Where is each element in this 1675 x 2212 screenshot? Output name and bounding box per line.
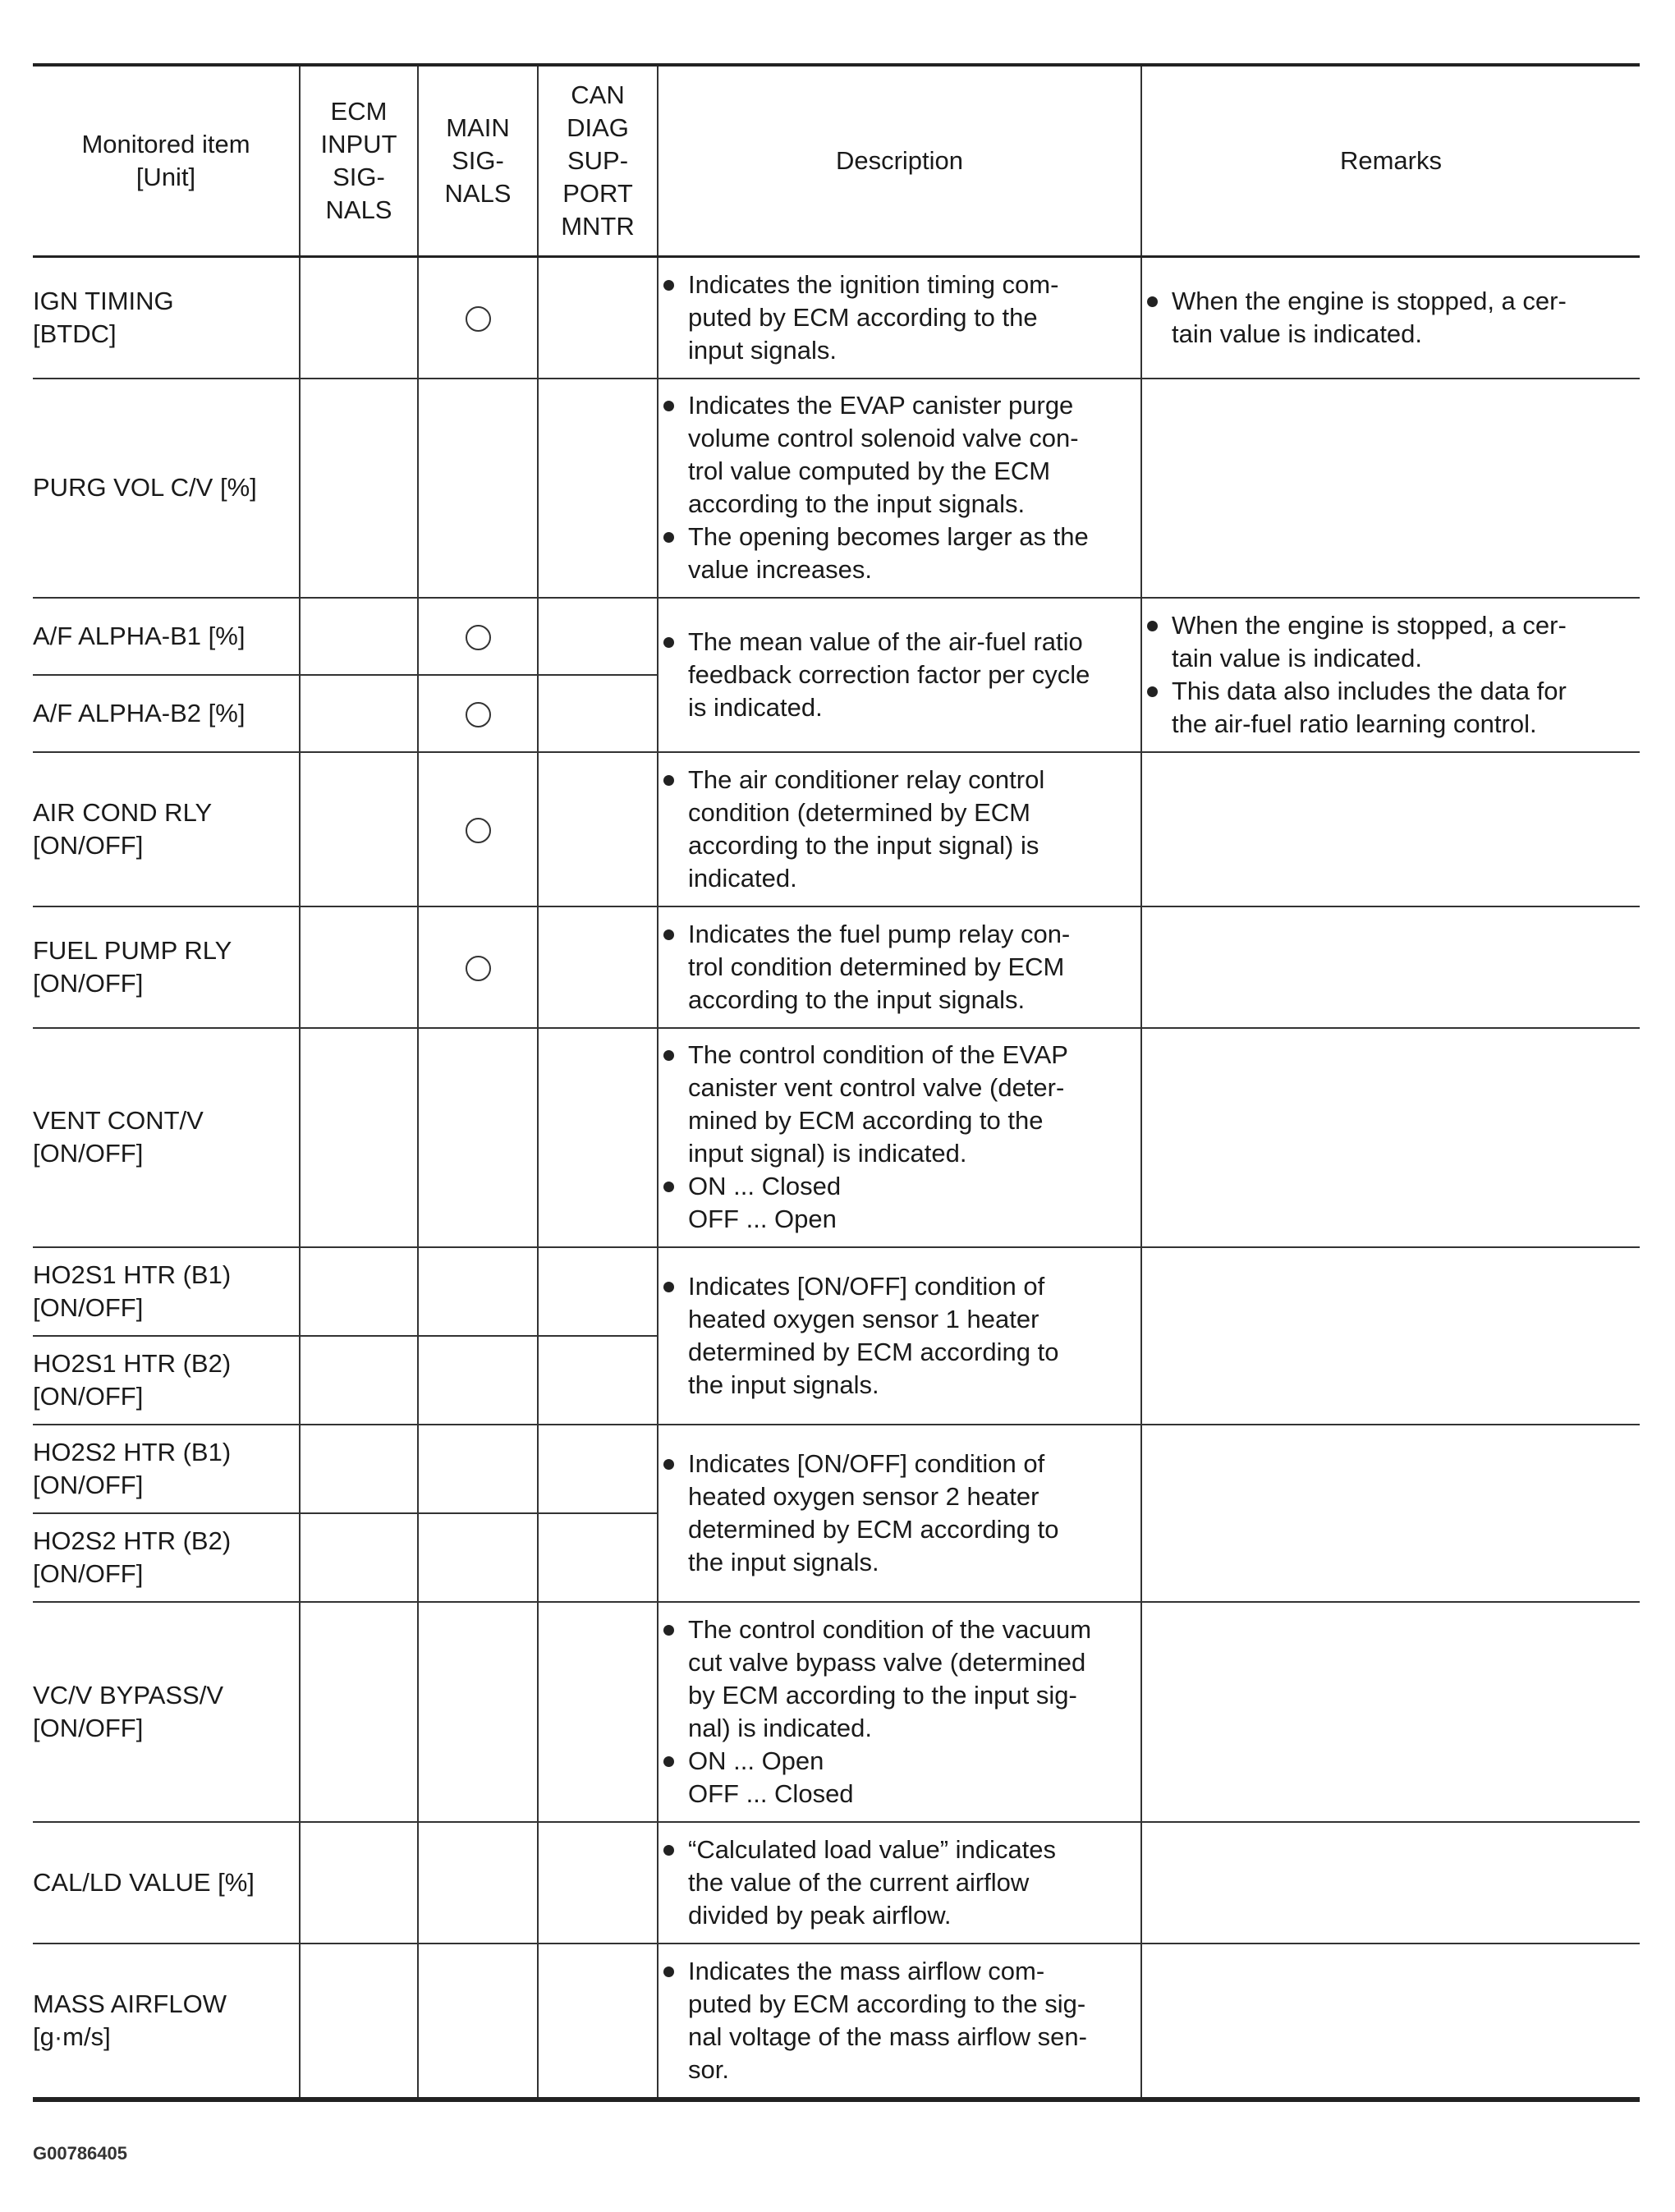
item-ho2s2-htr-b1: HO2S2 HTR (B1) [ON/OFF] [33, 1425, 300, 1513]
can-diag-cell [538, 257, 658, 379]
table-row [33, 1247, 1640, 1336]
remarks-cell [1141, 1425, 1640, 1602]
list-item: When the engine is stopped, a cer- tain value is indicated. [1142, 609, 1640, 675]
description-cell [658, 598, 1141, 752]
table-header-row [33, 65, 1640, 257]
description-cell [658, 1602, 1141, 1822]
main-signal-cell [418, 906, 538, 1028]
header-description: Description [658, 65, 1141, 257]
item-fuel-pump-rly: FUEL PUMP RLY [ON/OFF] [33, 906, 300, 1028]
list-item: Indicates the EVAP canister purge volume control solenoid valve con- trol value computed by the ECM according to the input signals. [659, 389, 1140, 521]
main-signal-cell [418, 1028, 538, 1247]
list-item: When the engine is stopped, a cer- tain value is indicated. [1142, 285, 1640, 351]
figure-id: G00786405 [33, 2143, 127, 2164]
ecm-input-cell [300, 1336, 418, 1425]
main-signal-cell [418, 1336, 538, 1425]
description-cell [658, 1944, 1141, 2100]
circle-mark-icon [466, 818, 491, 843]
table-row [33, 257, 1640, 379]
ecm-input-cell [300, 1247, 418, 1336]
can-diag-cell [538, 1028, 658, 1247]
main-signal-cell [418, 257, 538, 379]
table-row [33, 1822, 1640, 1944]
ecm-input-cell [300, 1425, 418, 1513]
circle-mark-icon [466, 625, 491, 650]
header-can-diag-support: CAN DIAG SUP- PORT MNTR [538, 65, 658, 257]
list-item: The opening becomes larger as the value increases. [659, 521, 1140, 586]
item-ho2s2-htr-b2: HO2S2 HTR (B2) [ON/OFF] [33, 1513, 300, 1602]
list-item: Indicates [ON/OFF] condition of heated oxygen sensor 2 heater determined by ECM according to the input signals. [659, 1448, 1140, 1579]
item-af-alpha-b1: A/F ALPHA-B1 [%] [33, 598, 300, 675]
main-signal-cell [418, 1602, 538, 1822]
item-mass-airflow: MASS AIRFLOW [g·m/s] [33, 1944, 300, 2100]
table-row [33, 379, 1640, 598]
list-item: “Calculated load value” indicates the value of the current airflow divided by peak airflow. [659, 1833, 1140, 1932]
ecm-input-cell [300, 752, 418, 906]
can-diag-cell [538, 1602, 658, 1822]
list-item: Indicates the mass airflow com- puted by ECM according to the sig- nal voltage of the mass airflow sen- sor. [659, 1955, 1140, 2086]
list-item: The air conditioner relay control condition (determined by ECM according to the input signal) is indicated. [659, 764, 1140, 895]
main-signal-cell [418, 1247, 538, 1336]
ecm-input-cell [300, 1944, 418, 2100]
circle-mark-icon [466, 702, 491, 727]
remarks-cell [1141, 379, 1640, 598]
description-cell [658, 379, 1141, 598]
list-item: This data also includes the data for the air-fuel ratio learning control. [1142, 675, 1640, 741]
item-cal-ld-value: CAL/LD VALUE [%] [33, 1822, 300, 1944]
table-row [33, 906, 1640, 1028]
ecm-input-cell [300, 257, 418, 379]
description-cell [658, 1425, 1141, 1602]
list-item: Indicates the fuel pump relay con- trol condition determined by ECM according to the input signals. [659, 918, 1140, 1017]
circle-mark-icon [466, 956, 491, 981]
remarks-cell [1141, 1944, 1640, 2100]
header-main-signals: MAIN SIG- NALS [418, 65, 538, 257]
table-row [33, 1028, 1640, 1247]
table-row [33, 1944, 1640, 2100]
main-signal-cell [418, 675, 538, 752]
list-item: ON ... Open OFF ... Closed [659, 1745, 1140, 1810]
description-cell [658, 1822, 1141, 1944]
data-monitor-table [33, 63, 1640, 2102]
list-item: The control condition of the vacuum cut valve bypass valve (determined by ECM according to the input sig- nal) is indicated. [659, 1613, 1140, 1745]
list-item: The mean value of the air-fuel ratio feedback correction factor per cycle is indicated. [659, 626, 1140, 724]
item-ho2s1-htr-b1: HO2S1 HTR (B1) [ON/OFF] [33, 1247, 300, 1336]
can-diag-cell [538, 752, 658, 906]
table-row [33, 1602, 1640, 1822]
description-cell [658, 752, 1141, 906]
ecm-input-cell [300, 906, 418, 1028]
can-diag-cell [538, 1247, 658, 1336]
can-diag-cell [538, 675, 658, 752]
table-row [33, 752, 1640, 906]
description-cell [658, 906, 1141, 1028]
remarks-cell [1141, 752, 1640, 906]
description-cell [658, 1247, 1141, 1425]
can-diag-cell [538, 906, 658, 1028]
item-purg-vol: PURG VOL C/V [%] [33, 379, 300, 598]
remarks-cell [1141, 598, 1640, 752]
main-signal-cell [418, 1425, 538, 1513]
can-diag-cell [538, 379, 658, 598]
main-signal-cell [418, 752, 538, 906]
item-vcv-bypass: VC/V BYPASS/V [ON/OFF] [33, 1602, 300, 1822]
table-row [33, 598, 1640, 675]
can-diag-cell [538, 1944, 658, 2100]
remarks-cell [1141, 257, 1640, 379]
main-signal-cell [418, 1944, 538, 2100]
ecm-input-cell [300, 379, 418, 598]
can-diag-cell [538, 1425, 658, 1513]
item-ho2s1-htr-b2: HO2S1 HTR (B2) [ON/OFF] [33, 1336, 300, 1425]
list-item: Indicates [ON/OFF] condition of heated oxygen sensor 1 heater determined by ECM according to the input signals. [659, 1270, 1140, 1402]
list-item: ON ... Closed OFF ... Open [659, 1170, 1140, 1236]
item-af-alpha-b2: A/F ALPHA-B2 [%] [33, 675, 300, 752]
can-diag-cell [538, 1336, 658, 1425]
can-diag-cell [538, 1513, 658, 1602]
remarks-cell [1141, 1602, 1640, 1822]
main-signal-cell [418, 598, 538, 675]
main-signal-cell [418, 1822, 538, 1944]
ecm-input-cell [300, 675, 418, 752]
item-ign-timing: IGN TIMING [BTDC] [33, 257, 300, 379]
description-cell [658, 257, 1141, 379]
ecm-input-cell [300, 1822, 418, 1944]
item-air-cond-rly: AIR COND RLY [ON/OFF] [33, 752, 300, 906]
can-diag-cell [538, 598, 658, 675]
item-vent-cont: VENT CONT/V [ON/OFF] [33, 1028, 300, 1247]
header-ecm-input-signals: ECM INPUT SIG- NALS [300, 65, 418, 257]
list-item: Indicates the ignition timing com- puted by ECM according to the input signals. [659, 268, 1140, 367]
circle-mark-icon [466, 306, 491, 332]
can-diag-cell [538, 1822, 658, 1944]
table-row [33, 1425, 1640, 1513]
remarks-cell [1141, 1247, 1640, 1425]
header-monitored-item: Monitored item [Unit] [33, 65, 300, 257]
remarks-cell [1141, 1028, 1640, 1247]
ecm-input-cell [300, 1602, 418, 1822]
main-signal-cell [418, 1513, 538, 1602]
header-remarks: Remarks [1141, 65, 1640, 257]
ecm-input-cell [300, 1513, 418, 1602]
description-cell [658, 1028, 1141, 1247]
list-item: The control condition of the EVAP canister vent control valve (deter- mined by ECM according to the input signal) is indicated. [659, 1039, 1140, 1170]
remarks-cell [1141, 1822, 1640, 1944]
ecm-input-cell [300, 598, 418, 675]
main-signal-cell [418, 379, 538, 598]
remarks-cell [1141, 906, 1640, 1028]
ecm-input-cell [300, 1028, 418, 1247]
